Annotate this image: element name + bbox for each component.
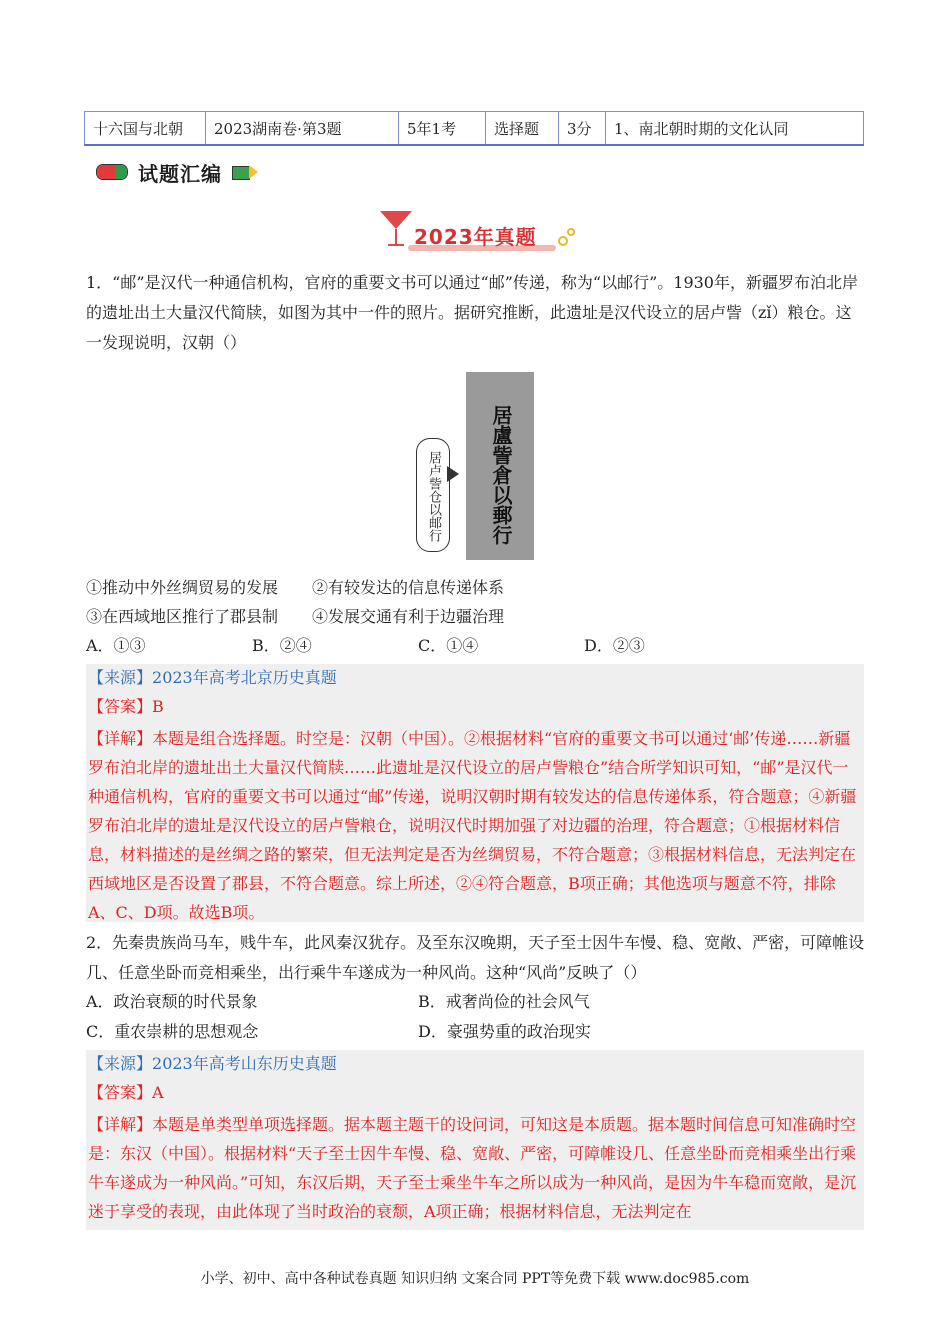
bubble-text: 居卢訾仓以邮行 bbox=[426, 450, 441, 542]
answer-block-2 bbox=[86, 1050, 864, 1230]
section-title: 试题汇编 bbox=[138, 161, 222, 186]
source-tag: 【来源】 bbox=[88, 668, 153, 687]
table-cell-topic: 十六国与北朝 bbox=[85, 112, 206, 146]
question-1-stem: 1．“邮”是汉代一种通信机构，官府的重要文书可以通过“邮”传递，称为“以邮行”。1930年，新疆罗布泊北岸的遗址出土大量汉代简牍，如图为其中一件的照片。据研究推断，此遗址是汉代设立的居卢訾（zǐ）粮仓。这一发现说明，汉朝（） bbox=[86, 273, 858, 352]
table-cell-frequency: 5年1考 bbox=[399, 112, 486, 146]
statement-3: ③在西域地区推行了郡县制 bbox=[86, 607, 279, 626]
answer-text: A bbox=[152, 1083, 164, 1102]
answer-line bbox=[88, 693, 164, 721]
section-header bbox=[96, 157, 256, 187]
source-tag: 【来源】 bbox=[88, 1054, 153, 1073]
answer-line bbox=[88, 1079, 164, 1107]
detail-tag: 【详解】 bbox=[88, 729, 153, 748]
year-banner-text: 2023年真题 bbox=[414, 225, 537, 249]
answer-tag: 【答案】 bbox=[88, 1083, 153, 1102]
statement-2: ②有较发达的信息传递体系 bbox=[312, 578, 505, 597]
source-line bbox=[88, 1050, 337, 1078]
table-cell-type: 选择题 bbox=[486, 112, 559, 146]
question-2-stem: 2．先秦贵族尚马车，贱牛车，此风秦汉犹存。及至东汉晚期，天子至士因牛车慢、稳、宽敞、严密，可障帷设几、任意坐卧而竞相乘坐，出行乘牛车遂成为一种风尚。这种“风尚”反映了（） bbox=[86, 933, 865, 982]
statement-4: ④发展交通有利于边疆治理 bbox=[312, 607, 505, 626]
slip-characters: 居盧訾倉以郵行 bbox=[489, 405, 513, 545]
option-c: C．重农崇耕的思想观念 bbox=[86, 1022, 259, 1041]
speech-bubble bbox=[416, 438, 450, 552]
detail-body: 本题是组合选择题。时空是：汉朝（中国）。②根据材料“官府的重要文书可以通过‘邮’传递……新疆罗布泊北岸的遗址出土大量汉代简牍……此遗址是汉代设立的居卢訾粮仓”结合所学知识可知，“邮”是汉代一种通信机构，官府的重要文书可以通过“邮”传递，说明汉朝时期有较发达的信息传递体系，符合题意；④新疆罗布泊北岸的遗址是汉代设立的居卢訾粮仓，说明汉代时期加强了对边疆的治理，符合题意；①根据材料信息，材料描述的是丝绸之路的繁荣，但无法判定是否为丝绸贸易，不符合题意；③根据材料信息，无法判定在西域地区是否设置了郡县，不符合题意。综上所述，②④符合题意，B项正确；其他选项与题意不符，排除A、C、D项。故选B项。 bbox=[88, 729, 857, 922]
option-b: B．②④ bbox=[252, 636, 312, 655]
year-banner bbox=[378, 207, 578, 255]
statement-1: ①推动中外丝绸贸易的发展 bbox=[86, 578, 279, 597]
option-c: C．①④ bbox=[418, 636, 479, 655]
table-row bbox=[85, 112, 864, 146]
table-cell-point: 1、南北朝时期的文化认同 bbox=[606, 112, 864, 146]
option-d: D．豪强势重的政治现实 bbox=[418, 1022, 591, 1041]
option-a: A．政治衰颓的时代景象 bbox=[86, 992, 258, 1011]
bamboo-slip-image bbox=[416, 372, 536, 562]
option-b: B．戒奢尚俭的社会风气 bbox=[418, 992, 590, 1011]
source-text: 2023年高考山东历史真题 bbox=[152, 1054, 337, 1073]
answer-text: B bbox=[152, 697, 164, 716]
detail-text bbox=[88, 1110, 862, 1228]
topic-table bbox=[84, 111, 864, 146]
source-text: 2023年高考北京历史真题 bbox=[152, 668, 337, 687]
table-cell-source: 2023湖南卷·第3题 bbox=[206, 112, 399, 146]
table-cell-score: 3分 bbox=[559, 112, 606, 146]
pill-icon bbox=[96, 164, 128, 180]
option-d: D．②③ bbox=[584, 636, 645, 655]
source-line bbox=[88, 664, 337, 692]
bubble-tail bbox=[447, 466, 459, 482]
detail-tag: 【详解】 bbox=[88, 1115, 153, 1134]
option-a: A．①③ bbox=[86, 636, 146, 655]
answer-tag: 【答案】 bbox=[88, 697, 153, 716]
bamboo-slip bbox=[466, 372, 534, 560]
detail-text bbox=[88, 724, 862, 927]
pencil-icon bbox=[232, 165, 256, 179]
footer-text: 小学、初中、高中各种试卷真题 知识归纳 文案合同 PPT等免费下载 www.doc985.com bbox=[200, 1271, 750, 1287]
answer-block-1 bbox=[86, 664, 864, 922]
detail-body: 本题是单类型单项选择题。据本题主题干的设问词，可知这是本质题。据本题时间信息可知准确时空是：东汉（中国）。根据材料“天子至士因牛车慢、稳、宽敞、严密，可障帷设几、任意坐卧而竞相乘坐出行乘牛车遂成为一种风尚。”可知，东汉后期，天子至士乘坐牛车之所以成为一种风尚，是因为牛车稳而宽敞，是沉迷于享受的表现，由此体现了当时政治的衰颓，A项正确；根据材料信息，无法判定在 bbox=[88, 1115, 857, 1221]
